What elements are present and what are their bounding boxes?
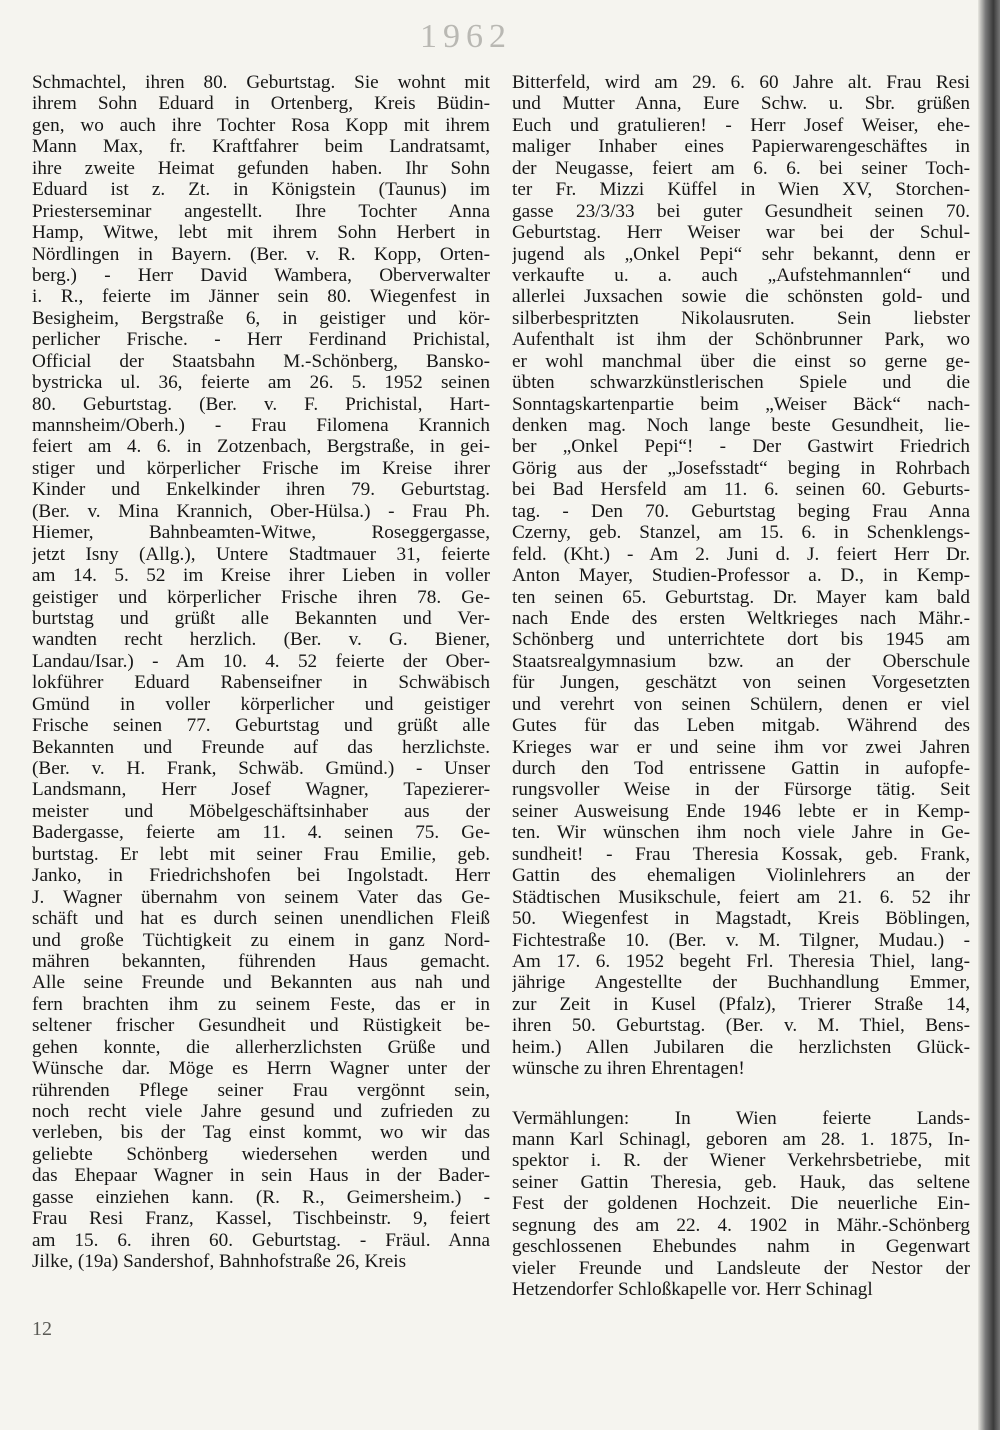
text-line: J. Wagner übernahm von seinem Vater das Ge- xyxy=(32,886,490,908)
text-line: jetzt Isny (Allg.), Untere Stadtmauer 31, feierte xyxy=(32,543,490,565)
text-line: gen, wo auch ihre Tochter Rosa Kopp mit ihrem xyxy=(32,114,490,136)
text-line: Landau/Isar.) - Am 10. 4. 52 feierte der Ober- xyxy=(32,650,490,672)
text-line: Geburtstag. Herr Weiser war bei der Schul- xyxy=(512,222,970,244)
text-line: wandten recht herzlich. (Ber. v. G. Biener, xyxy=(32,629,490,651)
right-column-part-1 xyxy=(512,72,970,1080)
text-line: sundheit! - Frau Theresia Kossak, geb. Frank, xyxy=(512,843,970,865)
text-line: ten seinen 65. Geburtstag. Dr. Mayer kam bald xyxy=(512,586,970,608)
text-line: Euch und gratulieren! - Herr Josef Weiser, ehe- xyxy=(512,114,970,136)
text-line: Frau Resi Franz, Kassel, Tischbeinstr. 9, feiert xyxy=(32,1208,490,1230)
text-line: Am 17. 6. 1952 begeht Frl. Theresia Thiel, lang- xyxy=(512,950,970,972)
text-line: Fest der goldenen Hochzeit. Die neuerliche Ein- xyxy=(512,1193,970,1215)
text-line: ihre zweite Heimat gefunden haben. Ihr Sohn xyxy=(32,157,490,179)
text-line: heim.) Allen Jubilaren die herzlichsten Glück- xyxy=(512,1036,970,1058)
text-line: berg.) - Herr David Wambera, Oberverwalter xyxy=(32,264,490,286)
text-line: ber „Onkel Pepi“! - Der Gastwirt Friedrich xyxy=(512,436,970,458)
text-line: schäft und hat es durch seinen unendlichen Fleiß xyxy=(32,908,490,930)
text-line: mannsheim/Oberh.) - Frau Filomena Krannich xyxy=(32,415,490,436)
text-line: Nördlingen in Bayern. (Ber. v. R. Kopp, Orten- xyxy=(32,243,490,265)
text-line: Gutes für das Leben mitgab. Während des xyxy=(512,715,970,737)
text-line: bystricka ul. 36, feierte am 26. 5. 1952 seinen xyxy=(32,372,490,394)
text-line: Official der Staatsbahn M.-Schönberg, Bansko- xyxy=(32,350,490,372)
right-column xyxy=(512,72,970,1301)
text-line: Hamp, Witwe, lebt mit ihrem Sohn Herbert in xyxy=(32,222,490,244)
text-line: Hiemer, Bahnbeamten-Witwe, Roseggergasse, xyxy=(32,522,490,544)
section-gap xyxy=(512,1080,970,1108)
text-line: geliebte Schönberg wiedersehen werden und xyxy=(32,1143,490,1165)
text-line: Sonntagskartenpartie beim „Weiser Bäck“ nach- xyxy=(512,393,970,415)
binding-edge xyxy=(978,0,1000,1430)
text-line: seiner Ausweisung Ende 1946 lebte er in Kemp- xyxy=(512,800,970,822)
text-line: Vermählungen: In Wien feierte Lands- xyxy=(512,1107,970,1129)
text-line: gehen konnte, die allerherzlichsten Grüße und xyxy=(32,1036,490,1058)
text-line: Schönberg und unterrichtete dort bis 1945 am xyxy=(512,629,970,651)
page-number: 12 xyxy=(32,1318,52,1340)
text-line: verkaufte u. a. auch „Aufstehmannlen“ und xyxy=(512,264,970,286)
text-line: und Mutter Anna, Eure Schw. u. Sbr. grüßen xyxy=(512,93,970,115)
text-line: (Ber. v. Mina Krannich, Ober-Hülsa.) - Frau Ph. xyxy=(32,500,490,522)
text-line: fern brachten ihm zu seinem Feste, das er in xyxy=(32,993,490,1015)
text-line: feld. (Kht.) - Am 2. Juni d. J. feiert Herr Dr. xyxy=(512,543,970,565)
text-line: Fichtestraße 10. (Ber. v. M. Tilgner, Mudau.) - xyxy=(512,929,970,951)
text-line: am 14. 5. 52 im Kreise ihrer Lieben in voller xyxy=(32,565,490,587)
text-line: rungsvoller Weise in der Fürsorge tätig. Seit xyxy=(512,779,970,801)
text-line: Hetzendorfer Schloßkapelle vor. Herr Schinagl xyxy=(512,1279,873,1301)
text-line: Kinder und Enkelkinder ihren 79. Geburtstag. xyxy=(32,479,490,501)
text-line: Janko, in Friedrichshofen bei Ingolstadt. Herr xyxy=(32,865,490,887)
text-line: vieler Freunde und Landsleute der Nestor der xyxy=(512,1257,970,1279)
text-line: ihren 50. Geburtstag. (Ber. v. M. Thiel, Bens- xyxy=(512,1015,970,1037)
text-line: maliger Inhaber eines Papierwarengeschäftes in xyxy=(512,136,970,158)
text-line: geistiger und körperlicher Frische ihren 78. Ge- xyxy=(32,586,490,608)
text-line: seiner Gattin Theresia, geb. Hauk, das seltene xyxy=(512,1171,970,1193)
text-line: übten schwarzkünstlerischen Spiele und die xyxy=(512,372,970,394)
text-line: Schmachtel, ihren 80. Geburtstag. Sie wohnt mit xyxy=(32,72,490,93)
text-line: Mann Max, fr. Kraftfahrer beim Landratsamt, xyxy=(32,136,490,158)
text-line: Czerny, geb. Stanzel, am 15. 6. in Schenklengs- xyxy=(512,522,970,544)
text-line: Badergasse, feierte am 11. 4. seinen 75. Ge- xyxy=(32,822,490,844)
text-line: jugend als „Onkel Pepi“ sehr bekannt, denn er xyxy=(512,243,970,265)
text-line: Landsmann, Herr Josef Wagner, Tapezierer- xyxy=(32,779,490,801)
text-line: Krieges war er und seine ihm vor zwei Jahren xyxy=(512,736,970,758)
text-line: Städtischen Musikschule, feiert am 21. 6. 52 ihr xyxy=(512,886,970,908)
text-line: feiert am 4. 6. in Zotzenbach, Bergstraße, in gei- xyxy=(32,436,490,458)
text-line: Besigheim, Bergstraße 6, in geistiger und kör- xyxy=(32,307,490,329)
text-line: er wohl manchmal über die einst so gerne ge- xyxy=(512,350,970,372)
text-line: Görig aus der „Josefsstadt“ beging in Rohrbach xyxy=(512,457,970,479)
text-line: und verehrt von seinen Schülern, denen er viel xyxy=(512,693,970,715)
text-line: Aufenthalt ist ihm der Schönbrunner Park, wo xyxy=(512,329,970,351)
text-line: i. R., feierte im Jänner sein 80. Wiegenfest in xyxy=(32,286,490,308)
text-line: durch den Tod entrissene Gattin in aufopfe- xyxy=(512,758,970,779)
text-line: Priesterseminar angestellt. Ihre Tochter Anna xyxy=(32,200,490,222)
text-line: 50. Wiegenfest in Magstadt, Kreis Böblingen, xyxy=(512,908,970,930)
text-line: ihrem Sohn Eduard in Ortenberg, Kreis Büdin- xyxy=(32,93,490,115)
text-line: und große Tüchtigkeit zu einem in ganz Nord- xyxy=(32,929,490,951)
text-line: tag. - Den 70. Geburtstag beging Frau Anna xyxy=(512,500,970,522)
right-column-part-2 xyxy=(512,1108,970,1301)
text-line: allerlei Juxsachen sowie die schönsten gold- und xyxy=(512,286,970,308)
text-line: mann Karl Schinagl, geboren am 28. 1. 1875, In- xyxy=(512,1129,970,1150)
text-line: zur Zeit in Kusel (Pfalz), Trierer Straße 14, xyxy=(512,993,970,1015)
text-line: gasse 23/3/33 bei guter Gesundheit seinen 70. xyxy=(512,200,970,222)
text-line: meister und Möbelgeschäftsinhaber aus der xyxy=(32,800,490,822)
text-line: lokführer Eduard Rabenseifner in Schwäbisch xyxy=(32,672,490,694)
text-line: silberbespritzten Nikolausruten. Sein liebster xyxy=(512,307,970,329)
text-line: Wünsche dar. Möge es Herrn Wagner unter der xyxy=(32,1058,490,1080)
text-line: 80. Geburtstag. (Ber. v. F. Prichistal, Hart- xyxy=(32,393,490,415)
text-line: mähren bekannten, führenden Haus gemacht. xyxy=(32,950,490,972)
text-line: Eduard ist z. Zt. in Königstein (Taunus) im xyxy=(32,179,490,201)
text-line: bei Bad Hersfeld am 11. 6. seinen 60. Geburts- xyxy=(512,479,970,501)
text-line: Gmünd in voller körperlicher und geistiger xyxy=(32,693,490,715)
text-line: geschlossenen Ehebundes nahm in Gegenwart xyxy=(512,1236,970,1258)
text-line: wünsche zu ihren Ehrentagen! xyxy=(512,1058,745,1080)
text-line: gasse einziehen kann. (R. R., Geimersheim.) - xyxy=(32,1186,490,1208)
text-line: ter Fr. Mizzi Küffel in Wien XV, Storchen- xyxy=(512,179,970,201)
text-line: Staatsrealgymnasium bzw. an der Oberschule xyxy=(512,650,970,672)
text-line: ten. Wir wünschen ihm noch viele Jahre in Ge- xyxy=(512,822,970,844)
text-line: für Jungen, geschätzt von seinen Vorgesetzten xyxy=(512,672,970,694)
text-line: burtstag. Er lebt mit seiner Frau Emilie, geb. xyxy=(32,843,490,865)
text-line: spektor i. R. der Wiener Verkehrsbetriebe, mit xyxy=(512,1150,970,1172)
left-column xyxy=(32,72,490,1273)
text-line: Bitterfeld, wird am 29. 6. 60 Jahre alt. Frau Resi xyxy=(512,72,970,93)
text-line: burtstag und grüßt alle Bekannten und Ver- xyxy=(32,607,490,629)
header-mark: 1962 xyxy=(420,18,512,55)
text-line: noch recht viele Jahre gesund und zufrieden zu xyxy=(32,1101,490,1122)
text-line: am 15. 6. ihren 60. Geburtstag. - Fräul. Anna xyxy=(32,1229,490,1251)
text-line: Gattin des ehemaligen Violinlehrers an der xyxy=(512,865,970,887)
text-line: denken mag. Noch lange beste Gesundheit, lie- xyxy=(512,415,970,436)
text-line: stiger und körperlicher Frische im Kreise ihrer xyxy=(32,457,490,479)
text-line: verleben, bis der Tag einst kommt, wo wir das xyxy=(32,1122,490,1144)
text-line: Bekannten und Freunde auf das herzlichste. xyxy=(32,736,490,758)
text-line: Frische seinen 77. Geburtstag und grüßt alle xyxy=(32,715,490,737)
text-line: jährige Angestellte der Buchhandlung Emmer, xyxy=(512,972,970,994)
text-line: Anton Mayer, Studien-Professor a. D., in Kemp- xyxy=(512,565,970,587)
text-line: Jilke, (19a) Sandershof, Bahnhofstraße 26, Kreis xyxy=(32,1251,407,1273)
text-line: (Ber. v. H. Frank, Schwäb. Gmünd.) - Unser xyxy=(32,758,490,779)
text-line: der Neugasse, feiert am 6. 6. bei seiner Toch- xyxy=(512,157,970,179)
text-line: nach Ende des ersten Weltkrieges nach Mähr.- xyxy=(512,607,970,629)
text-line: rührenden Pflege seiner Frau vergönnt sein, xyxy=(32,1079,490,1101)
text-line: das Ehepaar Wagner in sein Haus in der Bader- xyxy=(32,1165,490,1187)
text-line: segnung des am 22. 4. 1902 in Mähr.-Schönberg xyxy=(512,1214,970,1236)
text-line: perlicher Frische. - Herr Ferdinand Prichistal, xyxy=(32,329,490,351)
text-line: seltener frischer Gesundheit und Rüstigkeit be- xyxy=(32,1015,490,1037)
text-line: Alle seine Freunde und Bekannten aus nah und xyxy=(32,972,490,994)
